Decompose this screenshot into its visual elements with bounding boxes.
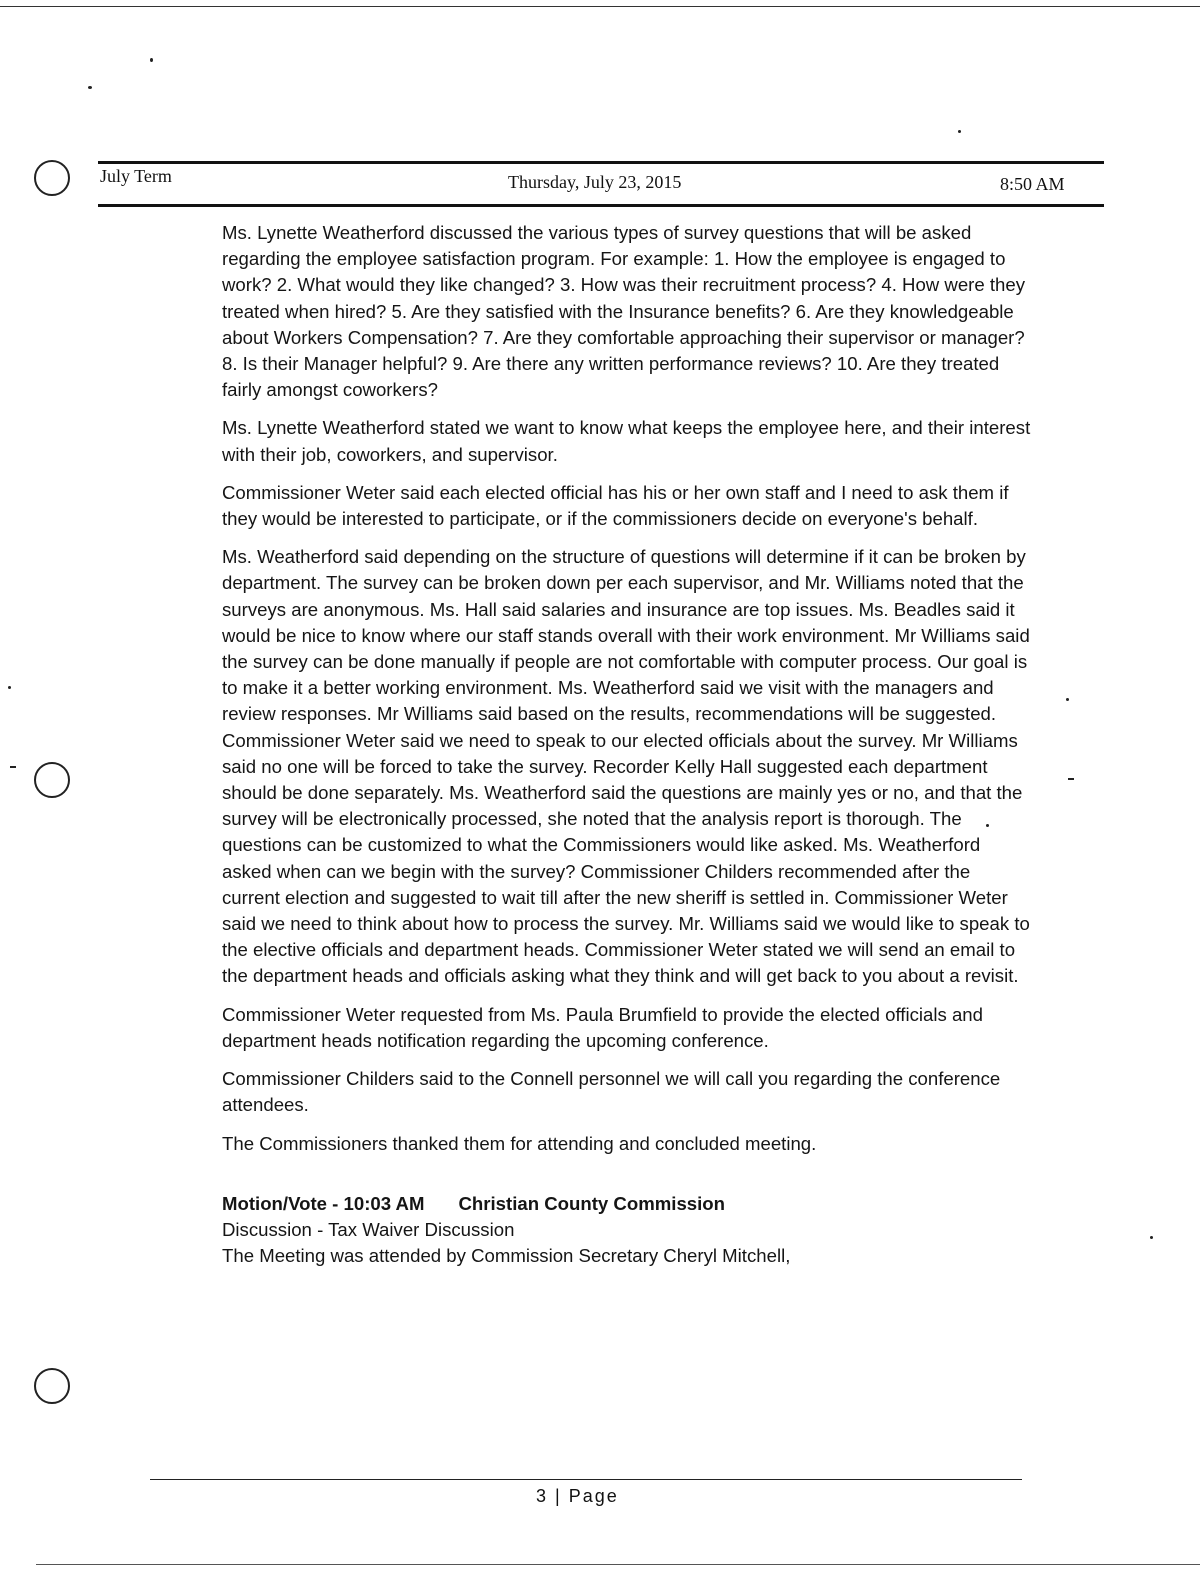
scan-speck [10,766,16,768]
page-number: 3 | Page [536,1486,619,1506]
header-rule-bottom [98,204,1104,207]
scan-speck [1068,778,1074,780]
scan-speck [150,58,153,62]
header-date: Thursday, July 23, 2015 [508,172,682,192]
motion-discussion: Discussion - Tax Waiver Discussion [222,1218,515,1240]
scan-speck [1066,698,1069,701]
scan-speck [958,130,961,133]
paragraph-meeting-concluded: The Commissioners thanked them for attending and concluded meeting. [222,1132,817,1154]
paragraph-employee-retention: Ms. Lynette Weatherford stated we want to know what keeps the employee here, and their interest with their job, coworkers, and supervisor. [222,417,1031,465]
binder-hole-bottom [34,1368,70,1404]
motion-heading [222,1191,1032,1217]
scan-speck [88,86,92,89]
header-time: 8:50 AM [1000,174,1065,194]
minutes-body [222,220,1032,1269]
footer-rule [150,1479,1022,1480]
motion-label: Motion/Vote - 10:03 AM [222,1192,425,1214]
motion-body: Christian County Commission [458,1192,726,1214]
paragraph-survey-discussion: Ms. Weatherford said depending on the structure of questions will determine if it can be broken by department. The survey can be broken down per each supervisor, and Mr. Williams noted that the surveys are anonymous. Ms. Hall said salaries and insurance are top issues. Ms. Beadles said it would be nice to know where our staff stands overall with their work environment. Mr Williams said the survey can be done manually if people are not comfortable with computer process. Our goal is to make it a better working environment. Ms. Weatherford said we visit with the managers and review responses. Mr Williams said based on the results, recommendations will be suggested. Commissioner Weter said we need to speak to our elected officials about the survey. Mr Williams said no one will be forced to take the survey. Recorder Kelly Hall suggested each department should be done separately. Ms. Weatherford said the questions are mainly yes or no, and that the survey will be electronically processed, she noted that the analysis report is thorough. The questions can be customized to what the Commissioners would like asked. Ms. Weatherford asked when can we begin with the survey? Commissioner Childers recommended after the current election and suggested to wait till after the new sheriff is settled in. Commissioner Weter said we need to think about how to process the survey. Mr. Williams said we would like to speak to the elective officials and department heads. Commissioner Weter stated we will send an email to the department heads and officials asking what they think and will get back to you about a revisit. [222,546,1030,987]
binder-hole-middle [34,762,70,798]
paragraph-elected-officials: Commissioner Weter said each elected official has his or her own staff and I need to ask them if they would be interested to participate, or if the commissioners decide on everyone's behalf. [222,481,1009,530]
paragraph-conference-attendees: Commissioner Childers said to the Connell personnel we will call you regarding the conference attendees. [222,1068,1001,1116]
motion-attendance: The Meeting was attended by Commission Secretary Cheryl Mitchell, [222,1245,791,1267]
scan-top-edge [0,6,1200,7]
header-rule-top [98,161,1104,164]
header-term: July Term [100,166,172,186]
paragraph-conference-notification: Commissioner Weter requested from Ms. Paula Brumfield to provide the elected officials and department heads notification regarding the upcoming conference. [222,1003,983,1051]
scan-speck [1150,1236,1153,1239]
paragraph-survey-questions: Ms. Lynette Weatherford discussed the various types of survey questions that will be asked regarding the employee satisfaction program. For example: 1. How the employee is engaged to work? 2. What would they like changed? 3. How was their recruitment process? 4. How were they treated when hired? 5. Are they satisfied with the Insurance benefits? 6. Are they knowledgeable about Workers Compensation? 7. Are they comfortable approaching their supervisor or manager? 8. Is their Manager helpful? 9. Are there any written performance reviews? 10. Are they treated fairly amongst coworkers? [222,222,1025,401]
scan-bottom-edge [36,1564,1200,1565]
binder-hole-top [34,160,70,196]
scan-speck [8,686,11,689]
